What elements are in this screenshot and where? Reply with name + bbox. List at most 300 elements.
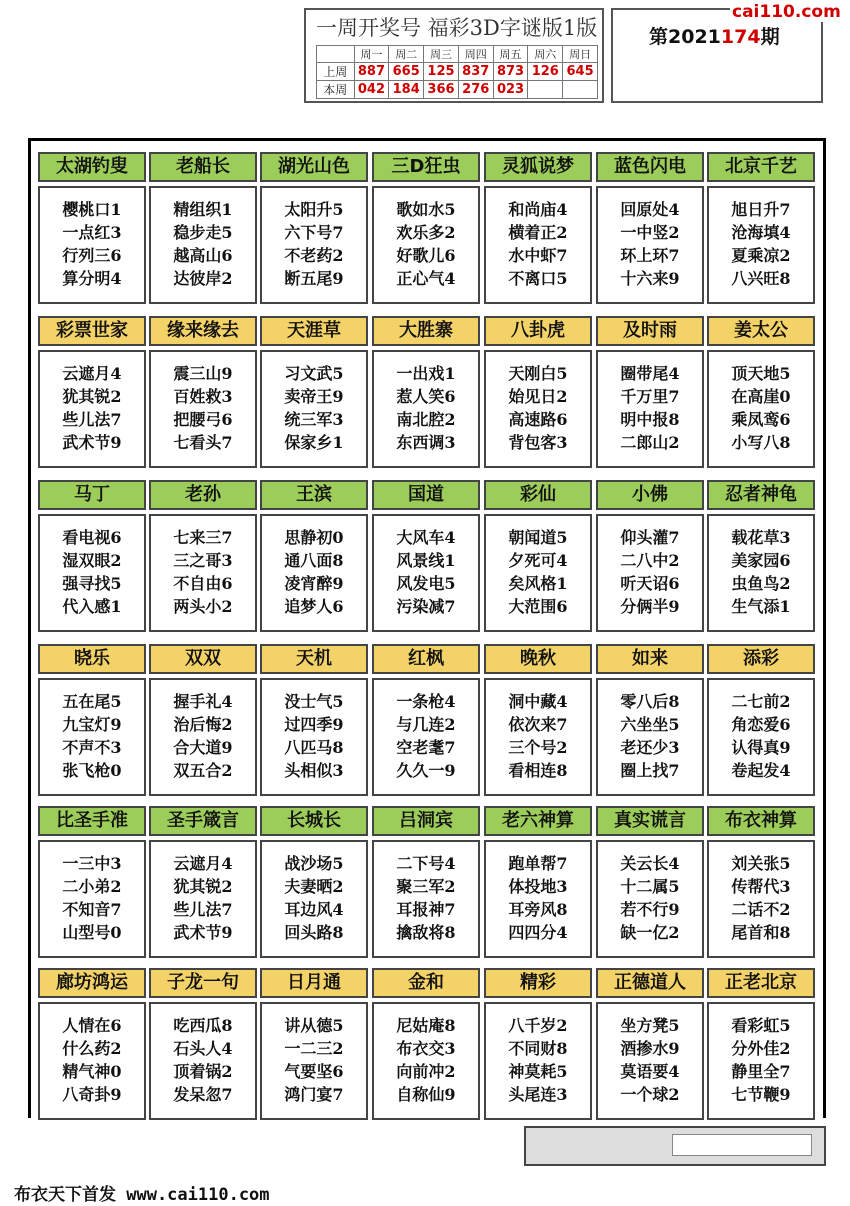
- riddle-author: 添彩: [707, 644, 815, 674]
- riddle-clue: 震三山9: [173, 364, 233, 383]
- riddle-author: 缘来缘去: [149, 316, 257, 346]
- riddle-clues: [149, 840, 257, 958]
- riddle-clues: [596, 678, 704, 796]
- draw-number: 125: [424, 63, 459, 81]
- riddle-clue: 武术节9: [173, 923, 233, 942]
- riddle-clue: 讲从德5: [284, 1016, 344, 1035]
- day-label: 周日: [563, 46, 598, 63]
- riddle-clues: [260, 514, 368, 632]
- riddle-clues: [149, 186, 257, 304]
- riddle-clue: 沧海填4: [731, 223, 791, 242]
- riddle-clue: 布衣交3: [396, 1039, 456, 1058]
- riddle-clue: 传帮代3: [731, 877, 791, 896]
- day-label: 周三: [424, 46, 459, 63]
- riddle-clue: 关云长4: [620, 854, 680, 873]
- riddle-clue: 歌如水5: [396, 200, 456, 219]
- riddle-clues: [484, 678, 592, 796]
- riddle-clue: 正心气4: [396, 269, 456, 288]
- riddle-clue: 若不行9: [620, 900, 680, 919]
- riddle-author: 老孙: [149, 480, 257, 510]
- riddle-clues: [372, 678, 480, 796]
- riddle-author: 北京千艺: [707, 152, 815, 182]
- riddle-clues: [260, 1002, 368, 1120]
- riddle-cell: [149, 152, 257, 304]
- riddle-cell: [372, 968, 480, 1120]
- riddle-author: 正老北京: [707, 968, 815, 998]
- riddle-clues: [149, 514, 257, 632]
- riddle-clue: 没士气5: [284, 692, 344, 711]
- riddle-clue: 回头路8: [284, 923, 344, 942]
- riddle-clue: 二八中2: [620, 551, 680, 570]
- riddle-clue: 高速路6: [508, 410, 568, 429]
- riddle-cell: [260, 644, 368, 796]
- riddle-clue: 一点红3: [62, 223, 122, 242]
- bottom-panel: [524, 1126, 826, 1166]
- riddle-clue: 治后悔2: [173, 715, 233, 734]
- riddle-author: 小佛: [596, 480, 704, 510]
- riddle-clue: 莫语要4: [620, 1062, 680, 1081]
- riddle-clue: 发呆忽7: [173, 1085, 233, 1104]
- riddle-author: 长城长: [260, 806, 368, 836]
- riddle-cell: [372, 152, 480, 304]
- riddle-clue: 认得真9: [731, 738, 791, 757]
- riddle-clue: 聚三军2: [396, 877, 456, 896]
- riddle-clue: 耳报神7: [396, 900, 456, 919]
- riddle-clues: [596, 350, 704, 468]
- riddle-clue: 不同财8: [508, 1039, 568, 1058]
- draw-number: [563, 81, 598, 99]
- riddle-clue: 耳旁风8: [508, 900, 568, 919]
- riddle-clue: 旭日升7: [731, 200, 791, 219]
- riddle-clue: 乘凤鸾6: [731, 410, 791, 429]
- riddle-clue: 尾首和8: [731, 923, 791, 942]
- riddle-clues: [149, 350, 257, 468]
- riddle-clues: [372, 840, 480, 958]
- riddle-clue: 什么药2: [62, 1039, 122, 1058]
- riddle-clue: 石头人4: [173, 1039, 233, 1058]
- riddle-clue: 不自由6: [173, 574, 233, 593]
- riddle-clues: [149, 1002, 257, 1120]
- riddle-author: 真实谎言: [596, 806, 704, 836]
- riddle-clue: 南北腔2: [396, 410, 456, 429]
- riddle-cell: [149, 316, 257, 468]
- riddle-clue: 一二三2: [284, 1039, 344, 1058]
- riddle-clue: 百姓救3: [173, 387, 233, 406]
- riddle-clue: 张飞枪0: [62, 761, 122, 780]
- draw-number: 276: [458, 81, 493, 99]
- riddle-clue: 回原处4: [620, 200, 680, 219]
- riddle-clues: [38, 1002, 146, 1120]
- draw-number: 126: [528, 63, 563, 81]
- day-label: 周五: [493, 46, 528, 63]
- riddle-author: 灵狐说梦: [484, 152, 592, 182]
- riddle-clue: 樱桃口1: [62, 200, 122, 219]
- riddle-cell: [260, 968, 368, 1120]
- riddle-clue: 二郎山2: [620, 433, 680, 452]
- riddle-clues: [372, 514, 480, 632]
- riddle-clue: 耳边风4: [284, 900, 344, 919]
- riddle-clue: 分外佳2: [731, 1039, 791, 1058]
- riddle-author: 布衣神算: [707, 806, 815, 836]
- riddle-cell: [707, 644, 815, 796]
- draw-number: 837: [458, 63, 493, 81]
- riddle-clue: 三之哥3: [173, 551, 233, 570]
- riddle-clue: 夕死可4: [508, 551, 568, 570]
- riddle-clues: [260, 350, 368, 468]
- riddle-cell: [149, 644, 257, 796]
- riddle-clue: 八兴旺8: [731, 269, 791, 288]
- issue-suffix: 期: [760, 26, 780, 48]
- riddle-clue: 环上环7: [620, 246, 680, 265]
- riddle-clue: 缺一亿2: [620, 923, 680, 942]
- riddle-clues: [372, 1002, 480, 1120]
- riddle-clue: 一中竖2: [620, 223, 680, 242]
- riddle-clue: 过四季9: [284, 715, 344, 734]
- riddle-clue: 二小弟2: [62, 877, 122, 896]
- riddle-cell: [484, 968, 592, 1120]
- riddle-clue: 夫妻晒2: [284, 877, 344, 896]
- riddle-clue: 大范围6: [508, 597, 568, 616]
- riddle-clue: 七节鞭9: [731, 1085, 791, 1104]
- riddle-clue: 通八面8: [284, 551, 344, 570]
- riddle-clue: 人情在6: [62, 1016, 122, 1035]
- riddle-author: 八卦虎: [484, 316, 592, 346]
- riddle-clue: 追梦人6: [284, 597, 344, 616]
- last-week-row: [317, 63, 598, 81]
- riddle-clue: 听天诏6: [620, 574, 680, 593]
- draw-number: 042: [354, 81, 389, 99]
- riddle-clue: 犹其锐2: [62, 387, 122, 406]
- riddle-clue: 云遮月4: [62, 364, 122, 383]
- riddle-cell: [484, 480, 592, 632]
- riddle-author: 三D狂虫: [372, 152, 480, 182]
- riddle-author: 比圣手准: [38, 806, 146, 836]
- riddle-clue: 风发电5: [396, 574, 456, 593]
- riddle-clue: 武术节9: [62, 433, 122, 452]
- riddle-clue: 气要坚6: [284, 1062, 344, 1081]
- riddle-clue: 圈带尾4: [620, 364, 680, 383]
- riddle-clues: [38, 350, 146, 468]
- riddle-clue: 载花草3: [731, 528, 791, 547]
- riddle-clue: 看彩虹5: [731, 1016, 791, 1035]
- riddle-cell: [596, 480, 704, 632]
- draw-number: 366: [424, 81, 459, 99]
- riddle-clue: 湿双眼2: [62, 551, 122, 570]
- riddle-cell: [38, 316, 146, 468]
- riddle-clue: 代入感1: [62, 597, 122, 616]
- riddle-author: 日月通: [260, 968, 368, 998]
- riddle-clue: 朝闻道5: [508, 528, 568, 547]
- riddle-cell: [38, 644, 146, 796]
- riddle-clue: 千万里7: [620, 387, 680, 406]
- riddle-clue: 小写八8: [731, 433, 791, 452]
- riddle-clue: 算分明4: [62, 269, 122, 288]
- riddle-clue: 鸿门宴7: [284, 1085, 344, 1104]
- riddle-clue: 风景线1: [396, 551, 456, 570]
- riddle-clue: 一出戏1: [396, 364, 456, 383]
- riddle-clue: 好歌儿6: [396, 246, 456, 265]
- riddle-cell: [38, 806, 146, 958]
- riddle-clue: 分俩半9: [620, 597, 680, 616]
- riddle-clue: 五在尾5: [62, 692, 122, 711]
- draw-number: 873: [493, 63, 528, 81]
- riddle-author: 金和: [372, 968, 480, 998]
- riddle-author: 晚秋: [484, 644, 592, 674]
- riddle-cell: [372, 480, 480, 632]
- issue-number-value: 174: [720, 26, 761, 48]
- riddle-clue: 和尚庙4: [508, 200, 568, 219]
- footer-text: 布衣天下首发 www.cai110.com: [14, 1185, 270, 1205]
- riddle-clue: 欢乐多2: [396, 223, 456, 242]
- riddle-author: 天涯草: [260, 316, 368, 346]
- riddle-clues: [484, 1002, 592, 1120]
- riddle-cell: [38, 480, 146, 632]
- riddle-clue: 刘关张5: [731, 854, 791, 873]
- riddle-cell: [38, 152, 146, 304]
- riddle-clues: [707, 840, 815, 958]
- riddle-clue: 三个号2: [508, 738, 568, 757]
- riddle-clue: 向前冲2: [396, 1062, 456, 1081]
- bottom-blank-field: [672, 1134, 812, 1156]
- riddle-clues: [260, 186, 368, 304]
- riddle-author: 彩票世家: [38, 316, 146, 346]
- riddle-clue: 不离口5: [508, 269, 568, 288]
- riddle-clues: [484, 186, 592, 304]
- riddle-clue: 擒敌将8: [396, 923, 456, 942]
- riddle-clue: 八奇卦9: [62, 1085, 122, 1104]
- draw-number: 887: [354, 63, 389, 81]
- riddle-clue: 卖帝王9: [284, 387, 344, 406]
- riddle-author: 晓乐: [38, 644, 146, 674]
- riddle-clues: [372, 350, 480, 468]
- riddle-clue: 体投地3: [508, 877, 568, 896]
- corner-cell: [317, 46, 355, 63]
- riddle-clue: 不老药2: [284, 246, 344, 265]
- riddle-clues: [707, 350, 815, 468]
- riddle-clue: 圈上找7: [620, 761, 680, 780]
- riddle-clue: 顶天地5: [731, 364, 791, 383]
- riddle-clue: 空老耄7: [396, 738, 456, 757]
- row-label: 上周: [317, 63, 355, 81]
- riddle-clue: 静里全7: [731, 1062, 791, 1081]
- riddle-clue: 双五合2: [173, 761, 233, 780]
- riddle-clue: 坐方凳5: [620, 1016, 680, 1035]
- riddle-author: 王滨: [260, 480, 368, 510]
- day-label: 周四: [458, 46, 493, 63]
- riddle-clues: [596, 514, 704, 632]
- riddle-clue: 夏乘凉2: [731, 246, 791, 265]
- riddle-clue: 十六来9: [620, 269, 680, 288]
- riddle-cell: [707, 480, 815, 632]
- riddle-clue: 太阳升5: [284, 200, 344, 219]
- riddle-author: 忍者神龟: [707, 480, 815, 510]
- riddle-clues: [707, 1002, 815, 1120]
- riddle-clue: 一个球2: [620, 1085, 680, 1104]
- riddle-clue: 卷起发4: [731, 761, 791, 780]
- riddle-clue: 统三军3: [284, 410, 344, 429]
- riddle-clue: 合大道9: [173, 738, 233, 757]
- riddle-clue: 顶着锅2: [173, 1062, 233, 1081]
- riddle-cell: [596, 968, 704, 1120]
- riddle-author: 圣手箴言: [149, 806, 257, 836]
- riddle-clue: 虫鱼鸟2: [731, 574, 791, 593]
- riddle-cell: [484, 644, 592, 796]
- riddle-clue: 零八后8: [620, 692, 680, 711]
- riddle-clue: 山型号0: [62, 923, 122, 942]
- riddle-author: 大胜寨: [372, 316, 480, 346]
- riddle-clue: 老还少3: [620, 738, 680, 757]
- riddle-author: 马丁: [38, 480, 146, 510]
- riddle-clue: 污染减7: [396, 597, 456, 616]
- riddle-clue: 八千岁2: [508, 1016, 568, 1035]
- riddle-clues: [38, 514, 146, 632]
- riddle-author: 老船长: [149, 152, 257, 182]
- riddle-clue: 十二属5: [620, 877, 680, 896]
- riddle-cell: [707, 316, 815, 468]
- riddle-clues: [596, 840, 704, 958]
- riddle-cell: [596, 806, 704, 958]
- riddle-cell: [707, 152, 815, 304]
- riddle-clue: 八匹马8: [284, 738, 344, 757]
- riddle-clue: 稳步走5: [173, 223, 233, 242]
- riddle-clue: 六下号7: [284, 223, 344, 242]
- riddle-clue: 云遮月4: [173, 854, 233, 873]
- riddle-clues: [372, 186, 480, 304]
- riddle-author: 蓝色闪电: [596, 152, 704, 182]
- day-label: 周六: [528, 46, 563, 63]
- riddle-author: 及时雨: [596, 316, 704, 346]
- riddle-clue: 六坐坐5: [620, 715, 680, 734]
- riddle-clue: 跑单帮7: [508, 854, 568, 873]
- riddle-clue: 二下号4: [396, 854, 456, 873]
- riddle-clue: 些儿法7: [62, 410, 122, 429]
- riddle-cell: [484, 316, 592, 468]
- riddle-clue: 精气神0: [62, 1062, 122, 1081]
- riddle-author: 天机: [260, 644, 368, 674]
- riddle-clue: 矣风格1: [508, 574, 568, 593]
- riddle-cell: [372, 806, 480, 958]
- weekly-results-table: [316, 45, 598, 99]
- riddle-clue: 达彼岸2: [173, 269, 233, 288]
- riddle-cell: [260, 480, 368, 632]
- riddle-cell: [260, 152, 368, 304]
- riddle-clue: 一三中3: [62, 854, 122, 873]
- riddle-clues: [707, 678, 815, 796]
- riddle-clue: 强寻找5: [62, 574, 122, 593]
- riddle-clue: 犹其锐2: [173, 877, 233, 896]
- riddle-author: 子龙一句: [149, 968, 257, 998]
- riddle-author: 正德道人: [596, 968, 704, 998]
- riddle-clue: 战沙场5: [284, 854, 344, 873]
- riddle-clue: 看相连8: [508, 761, 568, 780]
- riddle-clue: 四四分4: [508, 923, 568, 942]
- riddle-clues: [260, 840, 368, 958]
- riddle-clue: 二七前2: [731, 692, 791, 711]
- riddle-author: 姜太公: [707, 316, 815, 346]
- weekday-header-row: [317, 46, 598, 63]
- riddle-clue: 与几连2: [396, 715, 456, 734]
- riddle-cell: [260, 316, 368, 468]
- riddle-clue: 把腰弓6: [173, 410, 233, 429]
- riddle-cell: [372, 644, 480, 796]
- draw-number: 645: [563, 63, 598, 81]
- riddle-clue: 七来三7: [173, 528, 233, 547]
- issue-prefix: 第2021: [649, 26, 721, 48]
- riddle-clues: [38, 840, 146, 958]
- riddle-clues: [707, 186, 815, 304]
- riddle-clue: 头尾连3: [508, 1085, 568, 1104]
- riddle-author: 国道: [372, 480, 480, 510]
- riddle-clue: 依次来7: [508, 715, 568, 734]
- riddle-cell: [149, 806, 257, 958]
- riddle-clue: 水中虾7: [508, 246, 568, 265]
- riddle-clues: [484, 350, 592, 468]
- draw-number: [528, 81, 563, 99]
- riddle-author: 湖光山色: [260, 152, 368, 182]
- riddle-clues: [707, 514, 815, 632]
- draw-number: 184: [389, 81, 424, 99]
- riddle-clue: 始见日2: [508, 387, 568, 406]
- riddle-clues: [596, 186, 704, 304]
- weekly-results-box: [304, 8, 604, 103]
- riddle-clue: 东西调3: [396, 433, 456, 452]
- riddle-clue: 仰头灌7: [620, 528, 680, 547]
- riddle-cell: [260, 806, 368, 958]
- riddle-clue: 精组织1: [173, 200, 233, 219]
- weekly-title: 一周开奖号 福彩3D字谜版1版: [316, 16, 598, 40]
- riddle-cell: [484, 806, 592, 958]
- issue-number: [649, 22, 780, 49]
- riddle-clue: 两头小2: [173, 597, 233, 616]
- riddle-clue: 在高崖0: [731, 387, 791, 406]
- riddle-clue: 吃西瓜8: [173, 1016, 233, 1035]
- riddle-clue: 习文武5: [284, 364, 344, 383]
- riddle-clue: 天刚白5: [508, 364, 568, 383]
- riddle-clue: 一条枪4: [396, 692, 456, 711]
- riddle-clue: 生气添1: [731, 597, 791, 616]
- riddle-author: 精彩: [484, 968, 592, 998]
- riddle-clues: [484, 840, 592, 958]
- riddle-clue: 头相似3: [284, 761, 344, 780]
- this-week-row: [317, 81, 598, 99]
- row-label: 本周: [317, 81, 355, 99]
- riddle-clues: [484, 514, 592, 632]
- riddle-clue: 七看头7: [173, 433, 233, 452]
- riddle-clue: 酒掺水9: [620, 1039, 680, 1058]
- draw-number: 665: [389, 63, 424, 81]
- riddle-clue: 断五尾9: [284, 269, 344, 288]
- riddle-clues: [149, 678, 257, 796]
- riddle-author: 吕洞宾: [372, 806, 480, 836]
- riddle-cell: [707, 968, 815, 1120]
- riddle-clue: 美家园6: [731, 551, 791, 570]
- site-watermark: cai110.com: [732, 2, 841, 22]
- riddle-cell: [484, 152, 592, 304]
- riddle-clue: 角恋爱6: [731, 715, 791, 734]
- riddle-clue: 九宝灯9: [62, 715, 122, 734]
- riddle-author: 双双: [149, 644, 257, 674]
- riddle-author: 红枫: [372, 644, 480, 674]
- riddle-clue: 凌宵醉9: [284, 574, 344, 593]
- riddle-clue: 行列三6: [62, 246, 122, 265]
- draw-number: 023: [493, 81, 528, 99]
- riddle-clue: 背包客3: [508, 433, 568, 452]
- riddle-cell: [596, 152, 704, 304]
- riddle-clues: [38, 678, 146, 796]
- riddle-clue: 些儿法7: [173, 900, 233, 919]
- riddle-cell: [596, 316, 704, 468]
- riddle-cell: [707, 806, 815, 958]
